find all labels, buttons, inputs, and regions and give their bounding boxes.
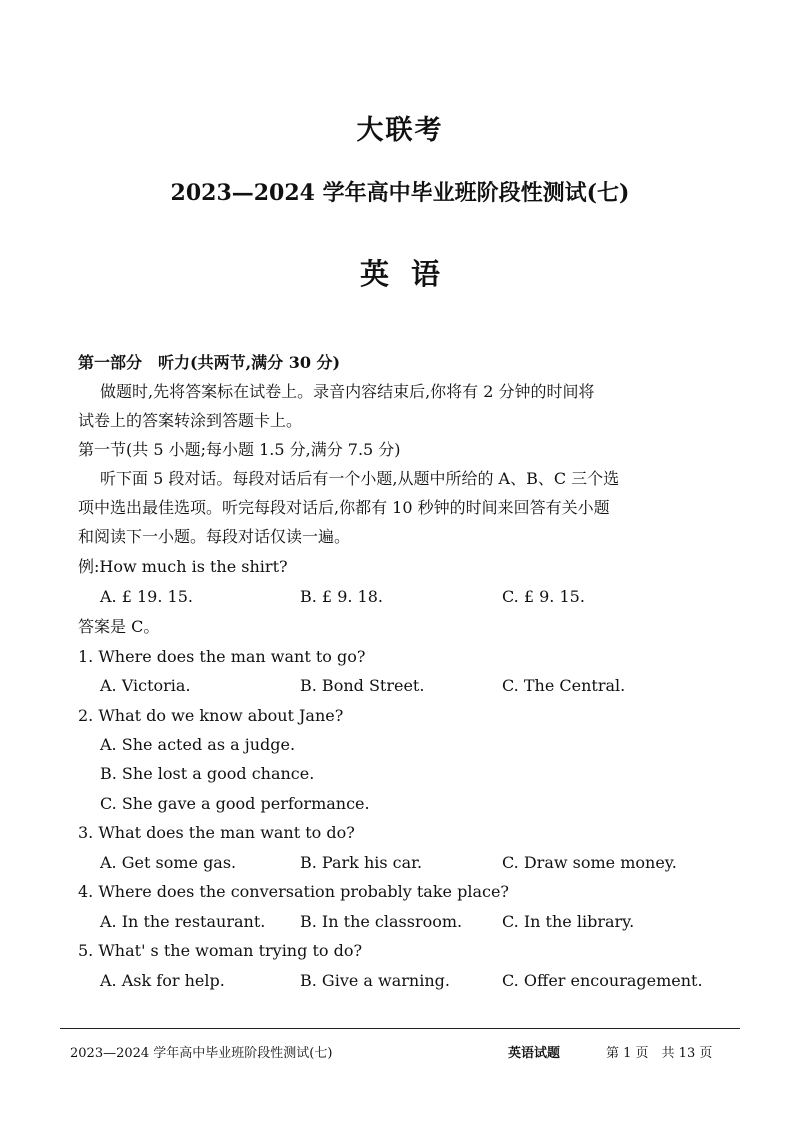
example-answer: 答案是 C。: [78, 617, 160, 636]
question-1: 1. Where does the man want to go?: [78, 647, 366, 666]
option-c: C. £ 9. 15.: [502, 587, 585, 606]
example-question: 例:How much is the shirt?: [78, 557, 288, 576]
section-instruction-line: 听下面 5 段对话。每段对话后有一个小题,从题中所给的 A、B、C 三个选: [100, 469, 620, 488]
option-c: C. She gave a good performance.: [100, 794, 370, 813]
instruction-line: 试卷上的答案转涂到答题卡上。: [78, 411, 303, 430]
footer-subject-label: 英语试题: [508, 1046, 561, 1061]
option-a: A. Get some gas.: [100, 853, 237, 872]
option-a: A. Victoria.: [100, 676, 191, 695]
option-a: A. Ask for help.: [100, 971, 225, 990]
option-b: B. She lost a good chance.: [100, 764, 315, 783]
option-b: B. Give a warning.: [300, 971, 450, 990]
question-1-options: [100, 675, 728, 697]
option-b: B. Park his car.: [300, 853, 423, 872]
question-4-options: [100, 911, 728, 933]
option-c: C. Offer encouragement.: [502, 971, 703, 990]
question-5-options: [100, 970, 728, 992]
question-3-options: [100, 852, 728, 874]
section-instruction-line: 项中选出最佳选项。听完每段对话后,你都有 10 秒钟的时间来回答有关小题: [78, 498, 610, 517]
option-b: B. £ 9. 18.: [300, 587, 383, 606]
section-instruction-line: 和阅读下一小题。每段对话仅读一遍。: [78, 527, 351, 546]
part1-heading: 第一部分 听力(共两节,满分 30 分): [78, 353, 341, 372]
question-4: 4. Where does the conversation probably take place?: [78, 882, 509, 901]
exam-title: 大联考: [356, 115, 444, 146]
question-5: 5. What' s the woman trying to do?: [78, 941, 363, 960]
option-a: A. In the restaurant.: [100, 912, 266, 931]
question-2: 2. What do we know about Jane?: [78, 706, 344, 725]
instruction-line: 做题时,先将答案标在试卷上。录音内容结束后,你将有 2 分钟的时间将: [100, 382, 595, 401]
option-c: C. In the library.: [502, 912, 635, 931]
option-a: A. She acted as a judge.: [100, 735, 296, 754]
example-options: [100, 586, 728, 608]
footer-divider: [60, 1028, 740, 1029]
question-3: 3. What does the man want to do?: [78, 823, 355, 842]
option-b: B. In the classroom.: [300, 912, 463, 931]
option-b: B. Bond Street.: [300, 676, 425, 695]
footer-page-info: 第 1 页 共 13 页: [606, 1046, 713, 1061]
option-c: C. The Central.: [502, 676, 626, 695]
section-heading: 第一节(共 5 小题;每小题 1.5 分,满分 7.5 分): [78, 440, 401, 459]
exam-subtitle: 2023—2024 学年高中毕业班阶段性测试(七): [170, 180, 630, 206]
option-c: C. Draw some money.: [502, 853, 677, 872]
footer-exam-name: 2023—2024 学年高中毕业班阶段性测试(七): [70, 1046, 333, 1061]
option-a: A. £ 19. 15.: [100, 587, 193, 606]
subject-title: 英语: [359, 257, 462, 291]
